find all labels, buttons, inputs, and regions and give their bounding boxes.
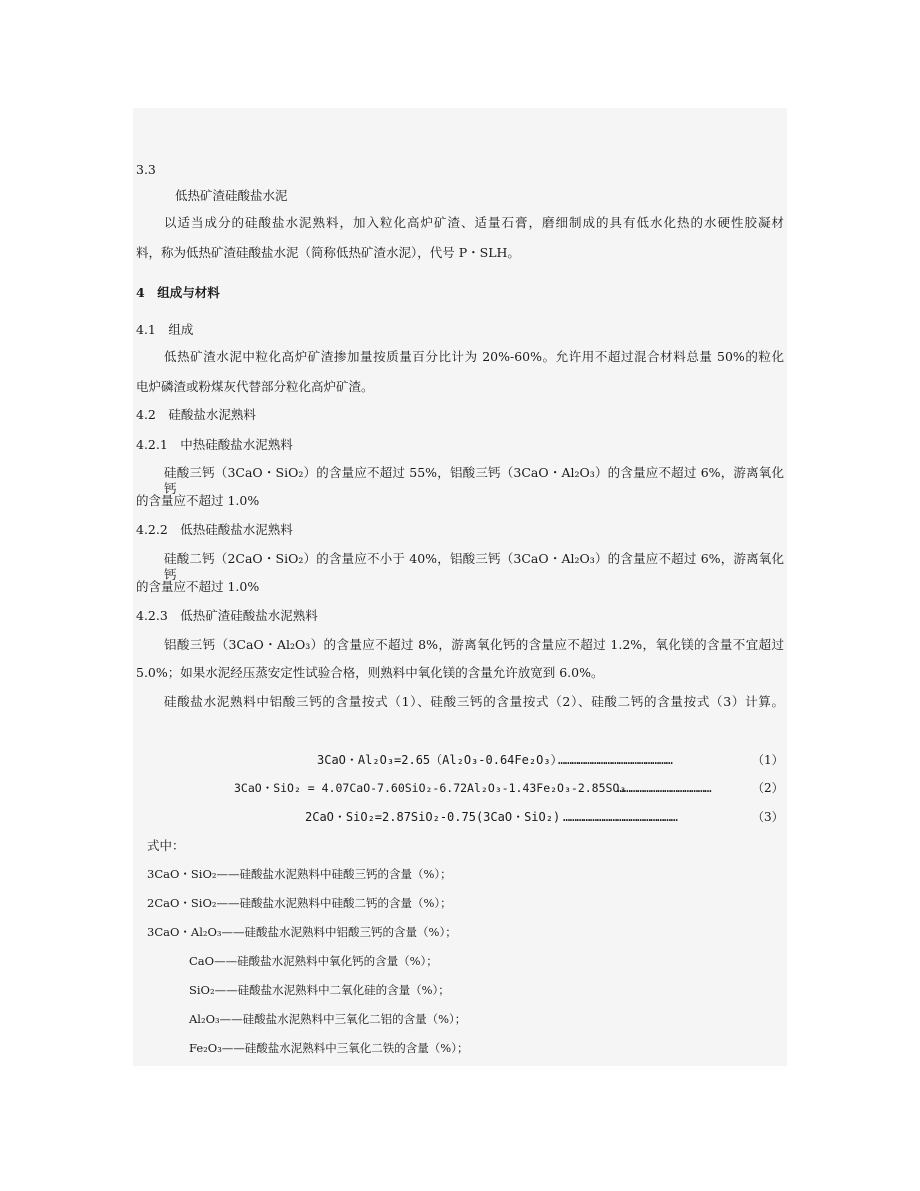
- equation-3-number: （3）: [752, 810, 784, 824]
- section-4-1-line1: 低热矿渣水泥中粒化高炉矿渣掺加量按质量百分比计为 20%-60%。允许用不超过混合材料总量 50%的粒化: [164, 349, 784, 364]
- legend-item: Al₂O₃——硅酸盐水泥熟料中三氧化二铝的含量（%）；: [189, 1012, 467, 1026]
- legend-item: SiO₂——硅酸盐水泥熟料中二氧化硅的含量（%）；: [189, 983, 450, 997]
- section-4-2-2-heading: 4.2.2 低热硅酸盐水泥熟料: [136, 522, 293, 537]
- calculation-note: 硅酸盐水泥熟料中铝酸三钙的含量按式（1）、硅酸三钙的含量按式（2）、硅酸二钙的含量按式（3）计算。: [164, 694, 784, 709]
- section-4-2-2-line2: 的含量应不超过 1.0%: [136, 579, 260, 594]
- equation-1-leader: ……………………………………………: [558, 753, 673, 767]
- section-4-2-3-line1: 铝酸三钙（3CaO・Al₂O₃）的含量应不超过 8%，游离氧化钙的含量应不超过 1.2%，氧化镁的含量不宜超过: [164, 637, 784, 652]
- section-3-3-definition-line1: 以适当成分的硅酸盐水泥熟料，加入粒化高炉矿渣、适量石膏，磨细制成的具有低水化热的水硬性胶凝材: [164, 215, 784, 230]
- equation-2-number: （2）: [752, 781, 784, 795]
- section-4-1-heading: 4.1 组成: [136, 322, 194, 337]
- equation-1-number: （1）: [752, 753, 784, 767]
- equation-3-leader: ……………………………………………: [563, 810, 678, 824]
- equation-3-formula: 2CaO・SiO₂=2.87SiO₂-0.75(3CaO・SiO₂): [305, 810, 561, 824]
- equation-2-leader: ……………………………………: [617, 781, 712, 795]
- section-4-2-1-line1: 硅酸三钙（3CaO・SiO₂）的含量应不超过 55%，铝酸三钙（3CaO・Al₂O₃）的含量应不超过 6%，游离氧化钙: [164, 465, 784, 496]
- legend-item: 3CaO・SiO₂——硅酸盐水泥熟料中硅酸三钙的含量（%）；: [147, 867, 452, 881]
- legend-intro: 式中：: [147, 838, 185, 853]
- section-4-2-3-line2: 5.0%；如果水泥经压蒸安定性试验合格，则熟料中氧化镁的含量允许放宽到 6.0%。: [136, 665, 604, 680]
- legend-item: Fe₂O₃——硅酸盐水泥熟料中三氧化二铁的含量（%）；: [189, 1041, 469, 1055]
- equation-1-formula: 3CaO・Al₂O₃=2.65（Al₂O₃-0.64Fe₂O₃）: [317, 753, 563, 767]
- section-4-2-2-line1: 硅酸二钙（2CaO・SiO₂）的含量应不小于 40%，铝酸三钙（3CaO・Al₂O₃）的含量应不超过 6%，游离氧化钙: [164, 551, 784, 582]
- legend-item: CaO——硅酸盐水泥熟料中氧化钙的含量（%）；: [189, 954, 438, 968]
- section-4-2-1-line2: 的含量应不超过 1.0%: [136, 493, 260, 508]
- section-3-3-number: 3.3: [136, 162, 156, 177]
- section-4-heading: 4 组成与材料: [136, 285, 220, 300]
- section-4-2-1-heading: 4.2.1 中热硅酸盐水泥熟料: [136, 437, 293, 452]
- section-3-3-definition-line2: 料，称为低热矿渣硅酸盐水泥（简称低热矿渣水泥），代号 P・SLH。: [136, 245, 520, 260]
- section-4-1-line2: 电炉磷渣或粉煤灰代替部分粒化高炉矿渣。: [136, 379, 374, 394]
- section-3-3-title: 低热矿渣硅酸盐水泥: [175, 188, 288, 203]
- section-4-2-heading: 4.2 硅酸盐水泥熟料: [136, 407, 256, 422]
- equation-2-formula: 3CaO・SiO₂ = 4.07CaO-7.60SiO₂-6.72Al₂O₃-1.43Fe₂O₃-2.85SO₃: [234, 781, 627, 795]
- legend-item: 2CaO・SiO₂——硅酸盐水泥熟料中硅酸二钙的含量（%）；: [147, 896, 452, 910]
- legend-item: 3CaO・Al₂O₃——硅酸盐水泥熟料中铝酸三钙的含量（%）；: [147, 925, 457, 939]
- section-4-2-3-heading: 4.2.3 低热矿渣硅酸盐水泥熟料: [136, 608, 318, 623]
